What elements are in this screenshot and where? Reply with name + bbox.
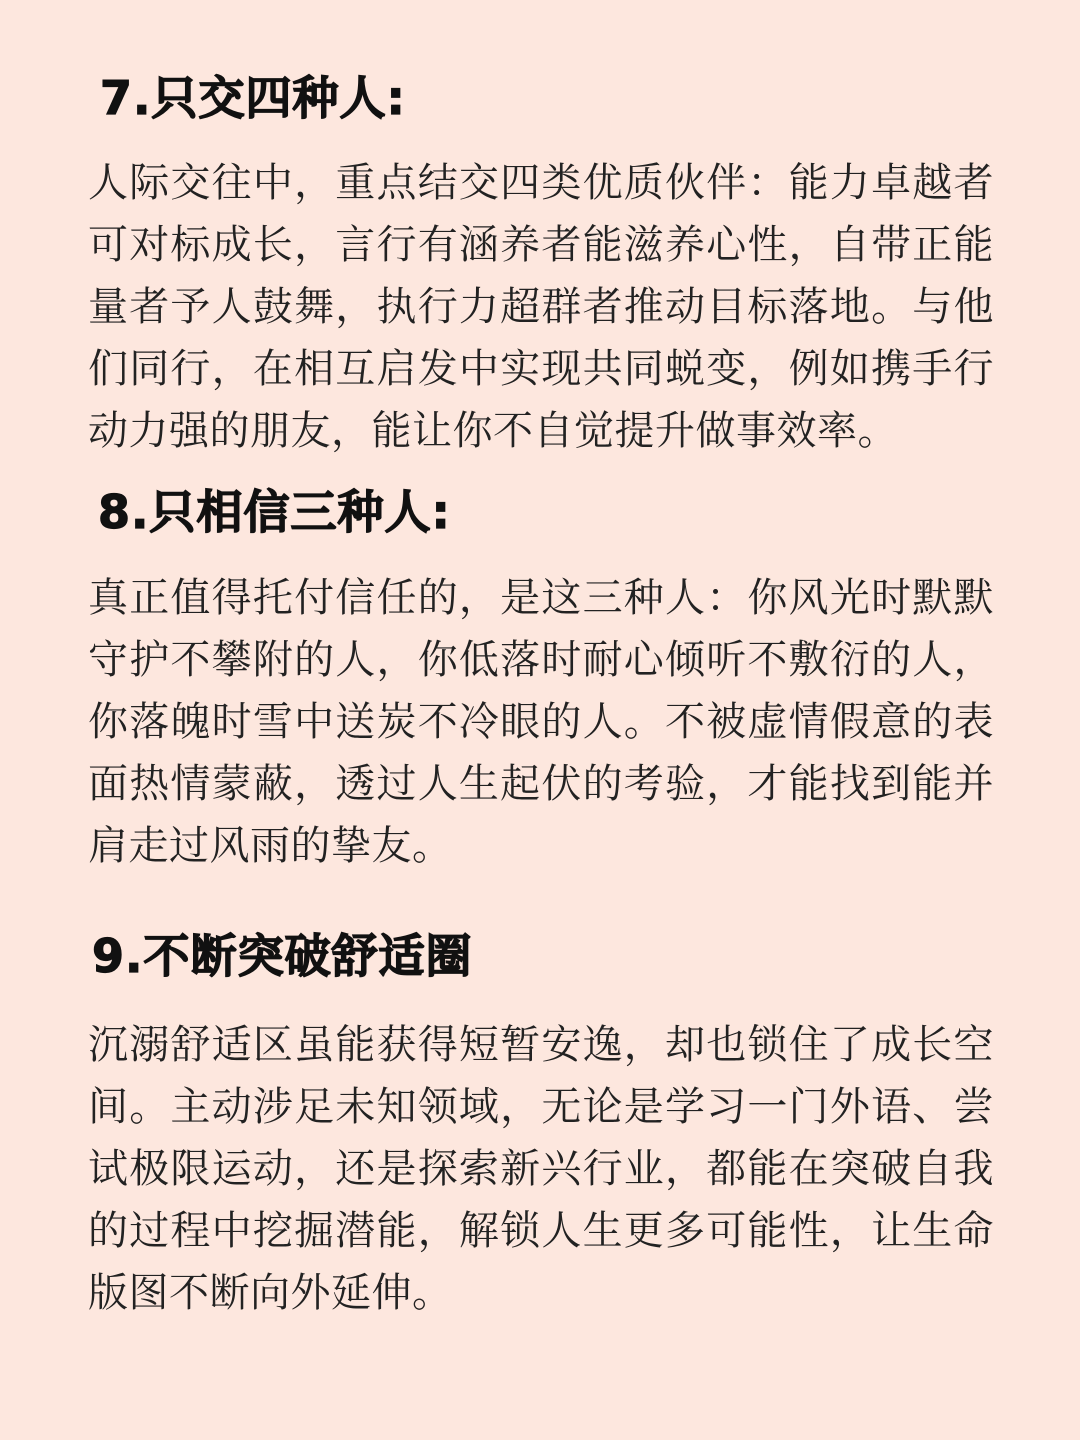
section-title-7: 7.只交四种人:	[100, 71, 406, 125]
section-body-9: 沉溺舒适区虽能获得短暂安逸，却也锁住了成长空间。主动涉足未知领域，无论是学习一门外语、尝试极限运动，还是探索新兴行业，都能在突破自我的过程中挖掘潜能，解锁人生更多可能性，让生命版图不断向外延伸。	[88, 1022, 994, 1316]
section-title-9: 9.不断突破舒适圈	[92, 929, 473, 983]
section-title-8: 8.只相信三种人:	[98, 485, 451, 539]
section-body-7: 人际交往中，重点结交四类优质伙伴：能力卓越者可对标成长，言行有涵养者能滋养心性，自带正能量者予人鼓舞，执行力超群者推动目标落地。与他们同行，在相互启发中实现共同蜕变，例如携手行动力强的朋友，能让你不自觉提升做事效率。	[88, 160, 994, 454]
section-body-8: 真正值得托付信任的，是这三种人：你风光时默默守护不攀附的人，你低落时耐心倾听不敷衍的人，你落魄时雪中送炭不冷眼的人。不被虚情假意的表面热情蒙蔽，透过人生起伏的考验，才能找到能并肩走过风雨的挚友。	[88, 575, 994, 869]
